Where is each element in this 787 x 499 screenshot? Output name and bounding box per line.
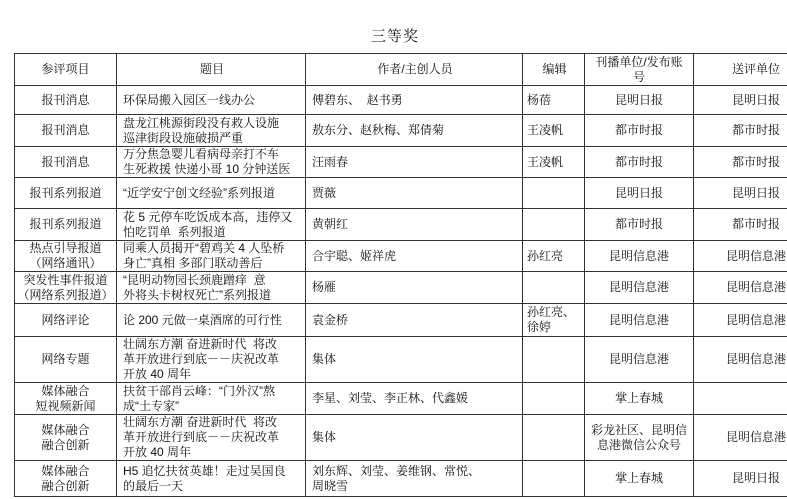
cell-title: 环保局搬入园区一线办公	[117, 86, 306, 115]
cell-editor: 孙红亮、 徐婷	[523, 304, 585, 337]
cell-authors: 刘东辉、刘莹、姜维钢、常悦、 周晓雪	[306, 461, 523, 497]
cell-category: 突发性事件报道 （网络系列报道）	[15, 272, 117, 304]
cell-category: 报刊消息	[15, 86, 117, 115]
cell-authors: 黄朝红	[306, 209, 523, 241]
cell-category: 网络专题	[15, 337, 117, 383]
cell-publisher: 都市时报	[585, 147, 694, 178]
cell-editor: 王凌帆	[523, 115, 585, 147]
cell-publisher: 彩龙社区、昆明信 息港微信公众号	[585, 415, 694, 461]
awards-table	[14, 53, 787, 497]
cell-title: 盘龙江桃源街段没有救人设施 巡津街段设施破损严重	[117, 115, 306, 147]
table-row	[15, 337, 787, 383]
cell-submitter: 都市时报	[694, 115, 787, 147]
cell-editor: 孙红亮	[523, 241, 585, 272]
cell-authors: 集体	[306, 337, 523, 383]
cell-publisher: 都市时报	[585, 115, 694, 147]
cell-category: 报刊系列报道	[15, 209, 117, 241]
cell-authors: 杨雁	[306, 272, 523, 304]
cell-submitter: 昆明日报	[694, 86, 787, 115]
cell-submitter: 昆明信息港	[694, 241, 787, 272]
cell-editor	[523, 178, 585, 209]
cell-editor	[523, 209, 585, 241]
cell-title: 花 5 元停车吃饭成本高，违停又 怕吃罚单 系列报道	[117, 209, 306, 241]
cell-category: 媒体融合 融合创新	[15, 461, 117, 497]
cell-category: 报刊系列报道	[15, 178, 117, 209]
cell-editor: 王凌帆	[523, 147, 585, 178]
cell-submitter: 都市时报	[694, 209, 787, 241]
cell-authors: 傅碧东、 赵书勇	[306, 86, 523, 115]
cell-title: “近学安宁创文经验”系列报道	[117, 178, 306, 209]
cell-submitter: 昆明信息港	[694, 415, 787, 461]
cell-editor	[523, 272, 585, 304]
cell-editor	[523, 383, 585, 415]
cell-title: H5 追忆扶贫英雄！走过吴国良 的最后一天	[117, 461, 306, 497]
cell-authors: 敖东分、赵秋梅、郑倩菊	[306, 115, 523, 147]
cell-publisher: 都市时报	[585, 209, 694, 241]
cell-category: 媒体融合 短视频新闻	[15, 383, 117, 415]
cell-publisher: 昆明信息港	[585, 337, 694, 383]
header-publisher: 刊播单位/发布账 号	[585, 54, 694, 86]
cell-title: 壮阔东方潮 奋进新时代 将改 革开放进行到底－－庆祝改革 开放 40 周年	[117, 415, 306, 461]
header-submitter: 送评单位	[694, 54, 787, 86]
cell-editor: 杨蓓	[523, 86, 585, 115]
cell-publisher: 昆明日报	[585, 86, 694, 115]
table-row	[15, 241, 787, 272]
cell-submitter: 昆明信息港	[694, 272, 787, 304]
cell-authors: 汪雨春	[306, 147, 523, 178]
cell-authors: 袁金桥	[306, 304, 523, 337]
table-row	[15, 461, 787, 497]
table-row	[15, 178, 787, 209]
cell-publisher: 掌上春城	[585, 461, 694, 497]
table-row	[15, 383, 787, 415]
cell-title: “昆明动物园长颈鹿蹭痒 意 外将头卡树杈死亡”系列报道	[117, 272, 306, 304]
cell-authors: 合宇聪、姬祥虎	[306, 241, 523, 272]
cell-editor	[523, 415, 585, 461]
table-row	[15, 86, 787, 115]
cell-title: 扶贫干部肖云峰：“门外汉”熬 成“土专家”	[117, 383, 306, 415]
cell-submitter: 昆明日报	[694, 178, 787, 209]
table-row	[15, 272, 787, 304]
header-category: 参评项目	[15, 54, 117, 86]
cell-category: 媒体融合 融合创新	[15, 415, 117, 461]
cell-publisher: 昆明日报	[585, 178, 694, 209]
cell-title: 万分焦急婴儿看病母亲打不车 生死救援 快递小哥 10 分钟送医	[117, 147, 306, 178]
cell-publisher: 掌上春城	[585, 383, 694, 415]
cell-publisher: 昆明信息港	[585, 272, 694, 304]
cell-authors: 集体	[306, 415, 523, 461]
cell-title: 壮阔东方潮 奋进新时代 将改 革开放进行到底－－庆祝改革 开放 40 周年	[117, 337, 306, 383]
cell-editor	[523, 461, 585, 497]
cell-editor	[523, 337, 585, 383]
cell-authors: 李星、刘莹、李正林、代鑫媛	[306, 383, 523, 415]
header-editor: 编辑	[523, 54, 585, 86]
cell-submitter: 昆明信息港	[694, 304, 787, 337]
page-title: 三等奖	[370, 28, 419, 45]
header-row	[15, 54, 787, 86]
table-row	[15, 304, 787, 337]
cell-submitter: 昆明信息港	[694, 337, 787, 383]
cell-submitter: 都市时报	[694, 147, 787, 178]
cell-submitter	[694, 383, 787, 415]
cell-title: 同乘人员揭开“碧鸡关 4 人坠桥 身亡”真相 多部门联动善后	[117, 241, 306, 272]
table-row	[15, 147, 787, 178]
cell-category: 热点引导报道 （网络通讯）	[15, 241, 117, 272]
cell-title: 论 200 元做一桌酒席的可行性	[117, 304, 306, 337]
cell-authors: 贾薇	[306, 178, 523, 209]
table-row	[15, 209, 787, 241]
cell-category: 网络评论	[15, 304, 117, 337]
cell-submitter: 昆明日报	[694, 461, 787, 497]
cell-category: 报刊消息	[15, 147, 117, 178]
header-title: 题目	[117, 54, 306, 86]
table-row	[15, 415, 787, 461]
table-row	[15, 115, 787, 147]
cell-category: 报刊消息	[15, 115, 117, 147]
header-authors: 作者/主创人员	[306, 54, 523, 86]
cell-publisher: 昆明信息港	[585, 241, 694, 272]
cell-publisher: 昆明信息港	[585, 304, 694, 337]
